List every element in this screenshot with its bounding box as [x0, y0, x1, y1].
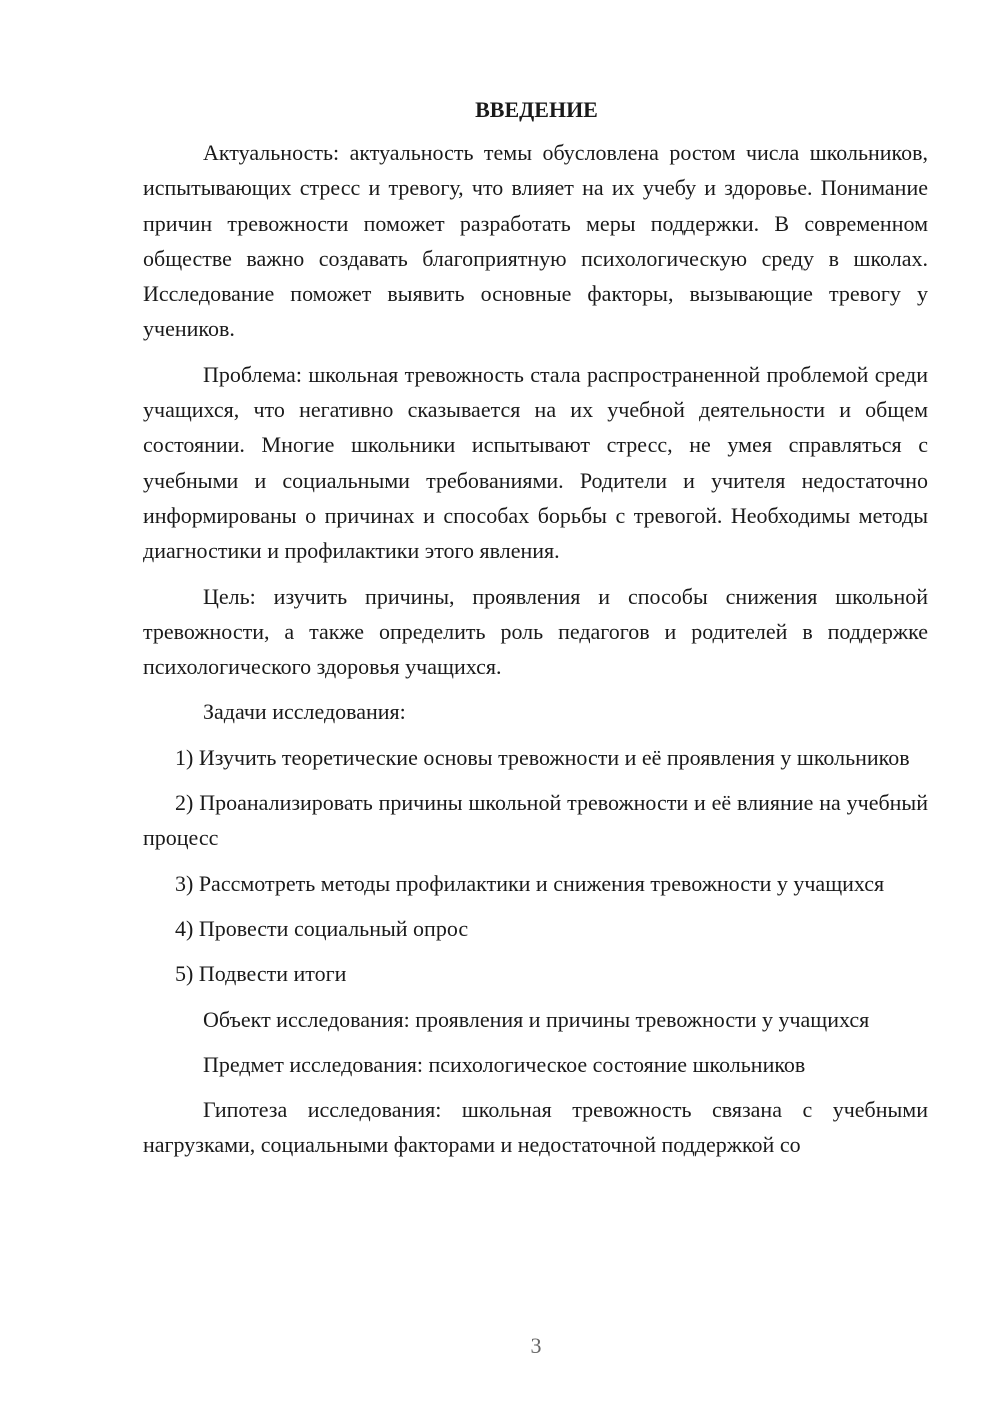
page-number: 3: [530, 1333, 542, 1358]
paragraph-subject: Предмет исследования: психологическое состояние школьников: [203, 1051, 806, 1077]
task-item-4: 4) Провести социальный опрос: [175, 915, 469, 941]
paragraph-goal: Цель: изучить причины, проявления и способы снижения школьной тревожности, а также определить роль педагогов и родителей в поддержке психологического здоровья учащихся.: [143, 583, 928, 680]
paragraph-problem: Проблема: школьная тревожность стала распространенной проблемой среди учащихся, что негативно сказывается на их учебной деятельности и общем состоянии. Многие школьники испытывают стресс, не умея справляться с учебными и социальными требованиями. Родители и учителя недостаточно информированы о причинах и способах борьбы с тревогой. Необходимы методы диагностики и профилактики этого явления.: [143, 361, 928, 564]
task-item-2: 2) Проанализировать причины школьной тревожности и её влияние на учебный процесс: [143, 790, 928, 851]
tasks-heading: Задачи исследования:: [203, 699, 406, 725]
paragraph-object: Объект исследования: проявления и причины тревожности у учащихся: [203, 1006, 870, 1032]
section-title: ВВЕДЕНИЕ: [475, 97, 598, 122]
paragraph-hypothesis: Гипотеза исследования: школьная тревожность связана с учебными нагрузками, социальными факторами и недостаточной поддержкой со: [143, 1097, 928, 1158]
task-item-3: 3) Рассмотреть методы профилактики и снижения тревожности у учащихся: [175, 870, 885, 896]
page-content: [143, 92, 928, 1163]
task-item-5: 5) Подвести итоги: [175, 961, 347, 987]
paragraph-relevance: Актуальность: актуальность темы обусловлена ростом числа школьников, испытывающих стресс и тревогу, что влияет на их учебу и здоровье. Понимание причин тревожности поможет разработать меры поддержки. В современном обществе важно создавать благоприятную психологическую среду в школах. Исследование поможет выявить основные факторы, вызывающие тревогу у учеников.: [143, 140, 928, 342]
task-item-1: 1) Изучить теоретические основы тревожности и её проявления у школьников: [175, 744, 910, 770]
